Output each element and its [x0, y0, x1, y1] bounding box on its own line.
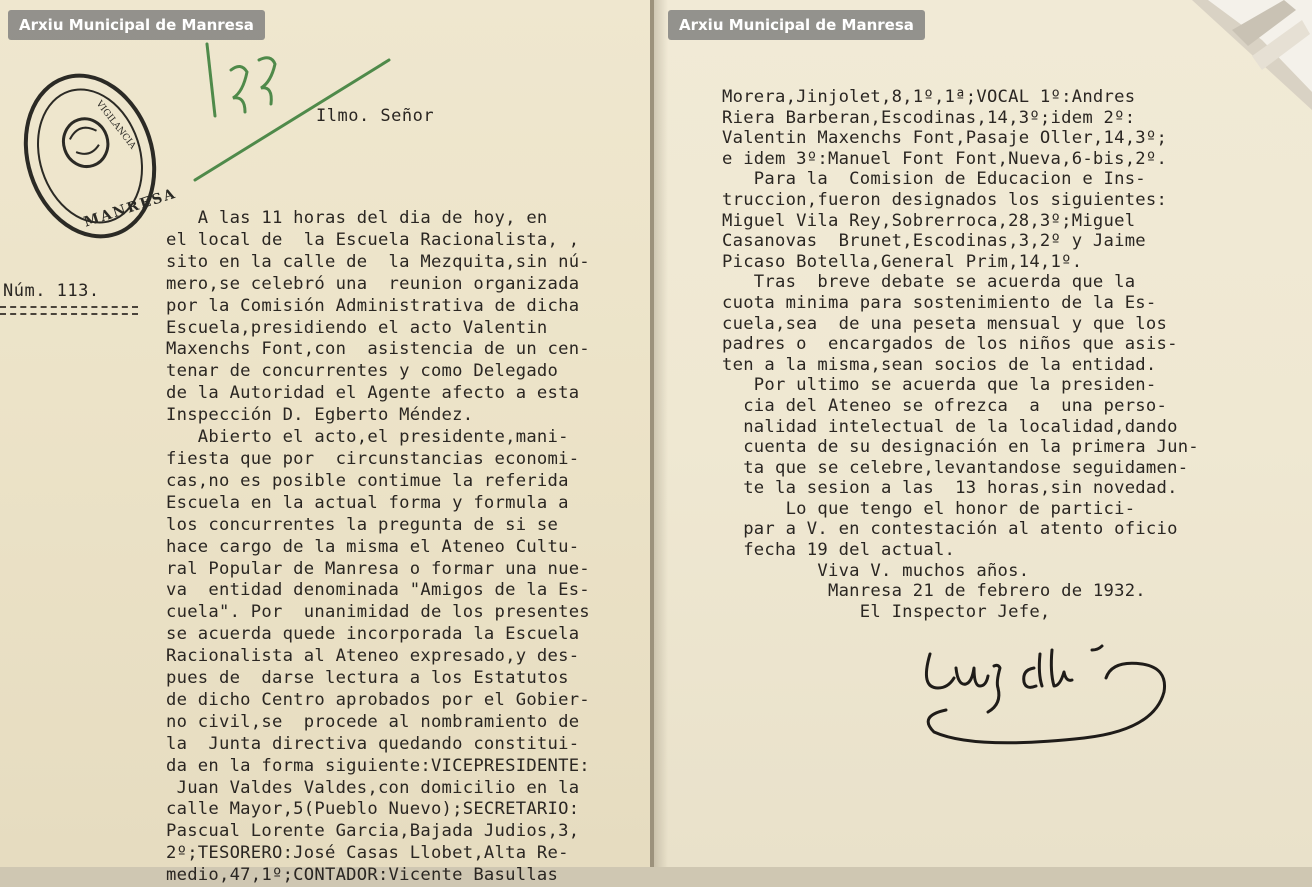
rubber-stamp-seal — [20, 64, 179, 249]
text-line: Morera,Jinjolet,8,1º,1ª;VOCAL 1º:Andres — [722, 87, 1136, 107]
text-line: ten a la misma,sean socios de la entidad. — [722, 354, 1157, 375]
text-line: Riera Barberan,Escodinas,14,3º;idem 2º: — [722, 107, 1136, 128]
text-line: cas,no es posible contimue la referida — [166, 470, 569, 491]
text-line: Racionalista al Ateneo expresado,y des- — [166, 646, 580, 667]
pencil-mark-text: 155 — [235, 70, 237, 71]
text-line: se acuerda quede incorporada la Escuela — [166, 624, 580, 645]
text-line: fecha 19 del actual. — [722, 540, 956, 561]
handwritten-signature — [916, 640, 1196, 760]
text-line: el local de la Escuela Racionalista, , — [166, 229, 580, 250]
text-line: Manresa 21 de febrero de 1932. — [722, 581, 1146, 602]
text-line: cuenta de su designación en la primera Jun- — [722, 437, 1199, 458]
text-line: hace cargo de la misma el Ateneo Cultu- — [166, 536, 580, 557]
letter-body-right — [722, 87, 1199, 622]
seal-text-top: VIGILANCIA — [93, 99, 138, 152]
text-line: A las 11 horas del dia de hoy, en — [166, 208, 548, 228]
text-line: la Junta directiva quedando constitui- — [166, 733, 580, 754]
letter-body-left — [166, 208, 590, 887]
text-line: da en la forma siguiente:VICEPRESIDENTE: — [166, 755, 590, 776]
text-line: e idem 3º:Manuel Font Font,Nueva,6-bis,2º. — [722, 148, 1168, 169]
text-line: cia del Ateneo se ofrezca a una perso- — [722, 395, 1168, 416]
text-line: va entidad denominada "Amigos de la Es- — [166, 580, 590, 601]
binding-shadow — [654, 0, 668, 867]
text-line: Pascual Lorente Garcia,Bajada Judios,3, — [166, 821, 580, 842]
text-line: Escuela,presidiendo el acto Valentin — [166, 317, 548, 338]
text-line: El Inspector Jefe, — [722, 601, 1051, 622]
document-number: Núm. 113. — [3, 281, 100, 301]
text-line: Miguel Vila Rey,Sobrerroca,28,3º;Miguel — [722, 210, 1136, 231]
text-line: los concurrentes la pregunta de si se — [166, 514, 559, 535]
salutation-heading: Ilmo. Señor — [316, 106, 435, 126]
text-line: fiesta que por circunstancias economi- — [166, 448, 580, 469]
text-line: Tras breve debate se acuerda que la — [722, 272, 1136, 293]
text-line: nalidad intelectual de la localidad,dando — [722, 416, 1178, 437]
text-line: Juan Valdes Valdes,con domicilio en la — [166, 777, 580, 798]
text-line: tenar de concurrentes y como Delegado — [166, 361, 559, 382]
text-line: Para la Comision de Educacion e Ins- — [722, 169, 1146, 190]
text-line: Escuela en la actual forma y formula a — [166, 492, 569, 513]
text-line: Maxenchs Font,con asistencia de un cen- — [166, 339, 590, 360]
text-line: par a V. en contestación al atento oficio — [722, 519, 1178, 540]
text-line: truccion,fueron designados los siguientes: — [722, 189, 1168, 210]
text-line: por la Comisión Administrativa de dicha — [166, 295, 580, 316]
text-line: ta que se celebre,levantandose seguidamen- — [722, 457, 1189, 478]
text-line: calle Mayor,5(Pueblo Nuevo);SECRETARIO: — [166, 799, 580, 820]
text-line: Lo que tengo el honor de partici- — [722, 498, 1136, 519]
number-underline-rule — [0, 306, 138, 315]
text-line: cuota minima para sostenimiento de la Es- — [722, 292, 1157, 313]
text-line: cuela". Por unanimidad de los presentes — [166, 602, 590, 623]
text-line: pues de darse lectura a los Estatutos — [166, 668, 569, 689]
text-line: Viva V. muchos años. — [722, 560, 1030, 581]
text-line: te la sesion a las 13 horas,sin novedad. — [722, 478, 1178, 499]
text-line: no civil,se procede al nombramiento de — [166, 711, 580, 732]
text-line: cuela,sea de una peseta mensual y que los — [722, 313, 1168, 334]
text-line: Picaso Botella,General Prim,14,1º. — [722, 251, 1083, 272]
text-line: Por ultimo se acuerda que la presiden- — [722, 375, 1157, 396]
text-line: sito en la calle de la Mezquita,sin nú- — [166, 251, 590, 272]
text-line: Valentin Maxenchs Font,Pasaje Oller,14,3º; — [722, 128, 1168, 149]
text-line: Inspección D. Egberto Méndez. — [166, 405, 474, 426]
signature-text: Luis Cuñat — [916, 758, 923, 759]
left-page — [0, 0, 650, 886]
text-line: de la Autoridad el Agente afecto a esta — [166, 383, 580, 404]
text-line: padres o encargados de los niños que asis- — [722, 334, 1178, 355]
folded-corner — [1192, 0, 1312, 110]
archive-watermark-right: Arxiu Municipal de Manresa — [668, 10, 925, 40]
text-line: Abierto el acto,el presidente,mani- — [166, 427, 569, 448]
text-line: de dicho Centro aprobados por el Gobier- — [166, 689, 590, 710]
text-line: mero,se celebró una reunion organizada — [166, 273, 580, 294]
seal-text: MANRESA — [81, 185, 179, 231]
text-line: Casanovas Brunet,Escodinas,3,2º y Jaime — [722, 231, 1146, 252]
text-line: 2º;TESORERO:José Casas Llobet,Alta Re- — [166, 843, 569, 864]
archive-watermark-left: Arxiu Municipal de Manresa — [8, 10, 265, 40]
text-line: medio,47,1º;CONTADOR:Vicente Basullas — [166, 865, 559, 886]
right-page — [654, 0, 1312, 867]
text-line: ral Popular de Manresa o formar una nue- — [166, 558, 590, 579]
